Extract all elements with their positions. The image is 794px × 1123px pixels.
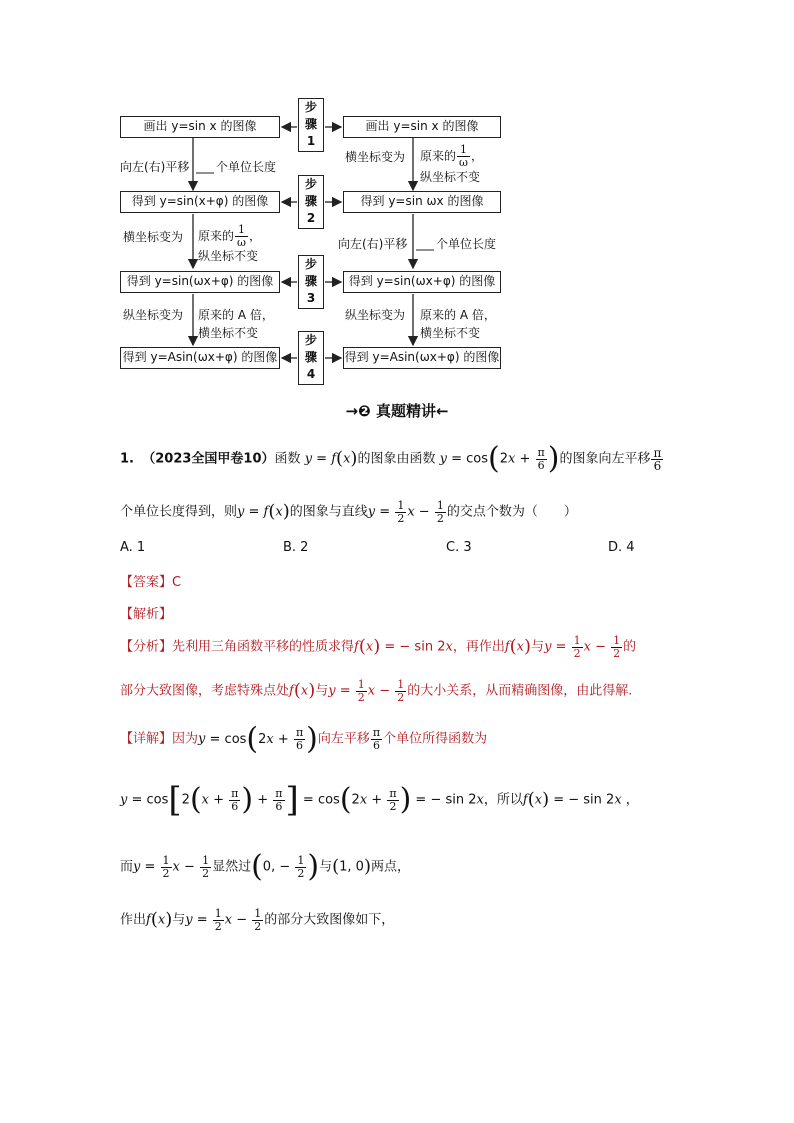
fenxi-line-2: 部分大致图像，考虑特殊点处f(x)与y = $\frac{1}{2}$ x − $\frac{1}{2}$ 的大小关系，从而精确图像，由此得解. — [120, 677, 633, 704]
question-line-2: 个单位长度得到，则y = f(x)的图象与直线y = $\frac{1}{2}$ x − $\frac{1}{2}$ 的交点个数为（ ） — [120, 498, 577, 525]
flow-right-original-A: 原来的 A 倍， — [420, 308, 496, 322]
fenxi-line-1: 【分析】先利用三角函数平移的性质求得f(x) = − sin 2x，再作出f(x)与y = $\frac{1}{2}$ x − $\frac{1}{2}$ 的 — [120, 633, 637, 660]
option-d: D. 4 — [608, 540, 635, 555]
flow-left-original-A: 原来的 A 倍， — [198, 308, 274, 322]
flow-right-vertical-unchanged: 纵坐标不变 — [420, 170, 481, 184]
flow-left-box-4: 得到 y=Asin(ωx+φ) 的图像 — [120, 347, 280, 369]
flow-left-box-3: 得到 y=sin(ωx+φ) 的图像 — [120, 271, 280, 293]
flow-right-horizontal-change: 横坐标变为 — [345, 150, 406, 164]
question-line-1: 1. （2023全国甲卷10）函数 y = f(x)的图象由函数 y = cos(2x + $\frac{\pi}{6}$ )的图象向左平移 $\frac{\pi}{6}$ — [120, 441, 662, 476]
flow-left-vertical-change: 纵坐标变为 — [123, 308, 184, 322]
flow-right-unit-label: 个单位长度 — [436, 237, 497, 251]
option-b: B. 2 — [283, 540, 309, 555]
flow-left-horizontal-change: 横坐标变为 — [123, 230, 184, 244]
flow-left-unit-label: 个单位长度 — [216, 160, 277, 174]
option-a: A. 1 — [120, 540, 146, 555]
step-box-4: 步 骤 4 — [298, 331, 324, 385]
flow-right-vertical-change: 纵坐标变为 — [345, 308, 406, 322]
flow-left-box-1: 画出 y=sin x 的图像 — [120, 116, 280, 138]
flow-left-shift-label: 向左(右)平移 — [120, 160, 190, 174]
flow-left-horizontal-unchanged: 横坐标不变 — [198, 326, 259, 340]
section-title: →❷ 真题精讲← — [345, 402, 449, 420]
xiangjie-line-4: 作出f(x)与y = $\frac{1}{2}$ x − $\frac{1}{2}$ 的部分大致图像如下， — [120, 906, 395, 933]
option-c: C. 3 — [446, 540, 472, 555]
flow-left-box-2: 得到 y=sin(x+φ) 的图像 — [120, 191, 280, 213]
flow-right-horizontal-unchanged: 横坐标不变 — [420, 326, 481, 340]
step-box-1: 步 骤 1 — [298, 98, 324, 152]
step-box-2: 步 骤 2 — [298, 175, 324, 229]
flow-right-box-1: 画出 y=sin x 的图像 — [343, 116, 501, 138]
answer-line: 【答案】C — [120, 575, 182, 590]
xiangjie-line-3: 而y = $\frac{1}{2}$ x − $\frac{1}{2}$ 显然过(0, − $\frac{1}{2}$ )与(1, 0)两点， — [120, 849, 410, 884]
flow-right-box-4: 得到 y=Asin(ωx+φ) 的图像 — [343, 347, 501, 369]
flow-right-shift-label: 向左(右)平移 — [338, 237, 408, 251]
xiangjie-equation: y = cos[2(x + $\frac{\pi}{6}$ ) + $\frac{\pi}{6}$ ] = cos(2x + $\frac{\pi}{2}$ ) = − sin 2x，所以f(x) = − sin 2x ， — [120, 780, 639, 820]
flow-left-vertical-unchanged: 纵坐标不变 — [198, 249, 259, 263]
flow-left-original-omega: 原来的 $\frac{1}{\omega}$ ， — [198, 223, 262, 249]
flow-right-box-2: 得到 y=sin ωx 的图像 — [343, 191, 501, 213]
xiangjie-line-1: 【详解】因为y = cos(2x + $\frac{\pi}{6}$ )向左平移 $\frac{\pi}{6}$ 个单位所得函数为 — [120, 721, 488, 756]
flow-right-box-3: 得到 y=sin(ωx+φ) 的图像 — [343, 271, 501, 293]
analysis-label: 【解析】 — [120, 607, 173, 622]
flow-right-original-omega: 原来的 $\frac{1}{\omega}$ ， — [420, 143, 484, 169]
step-box-3: 步 骤 3 — [298, 255, 324, 309]
